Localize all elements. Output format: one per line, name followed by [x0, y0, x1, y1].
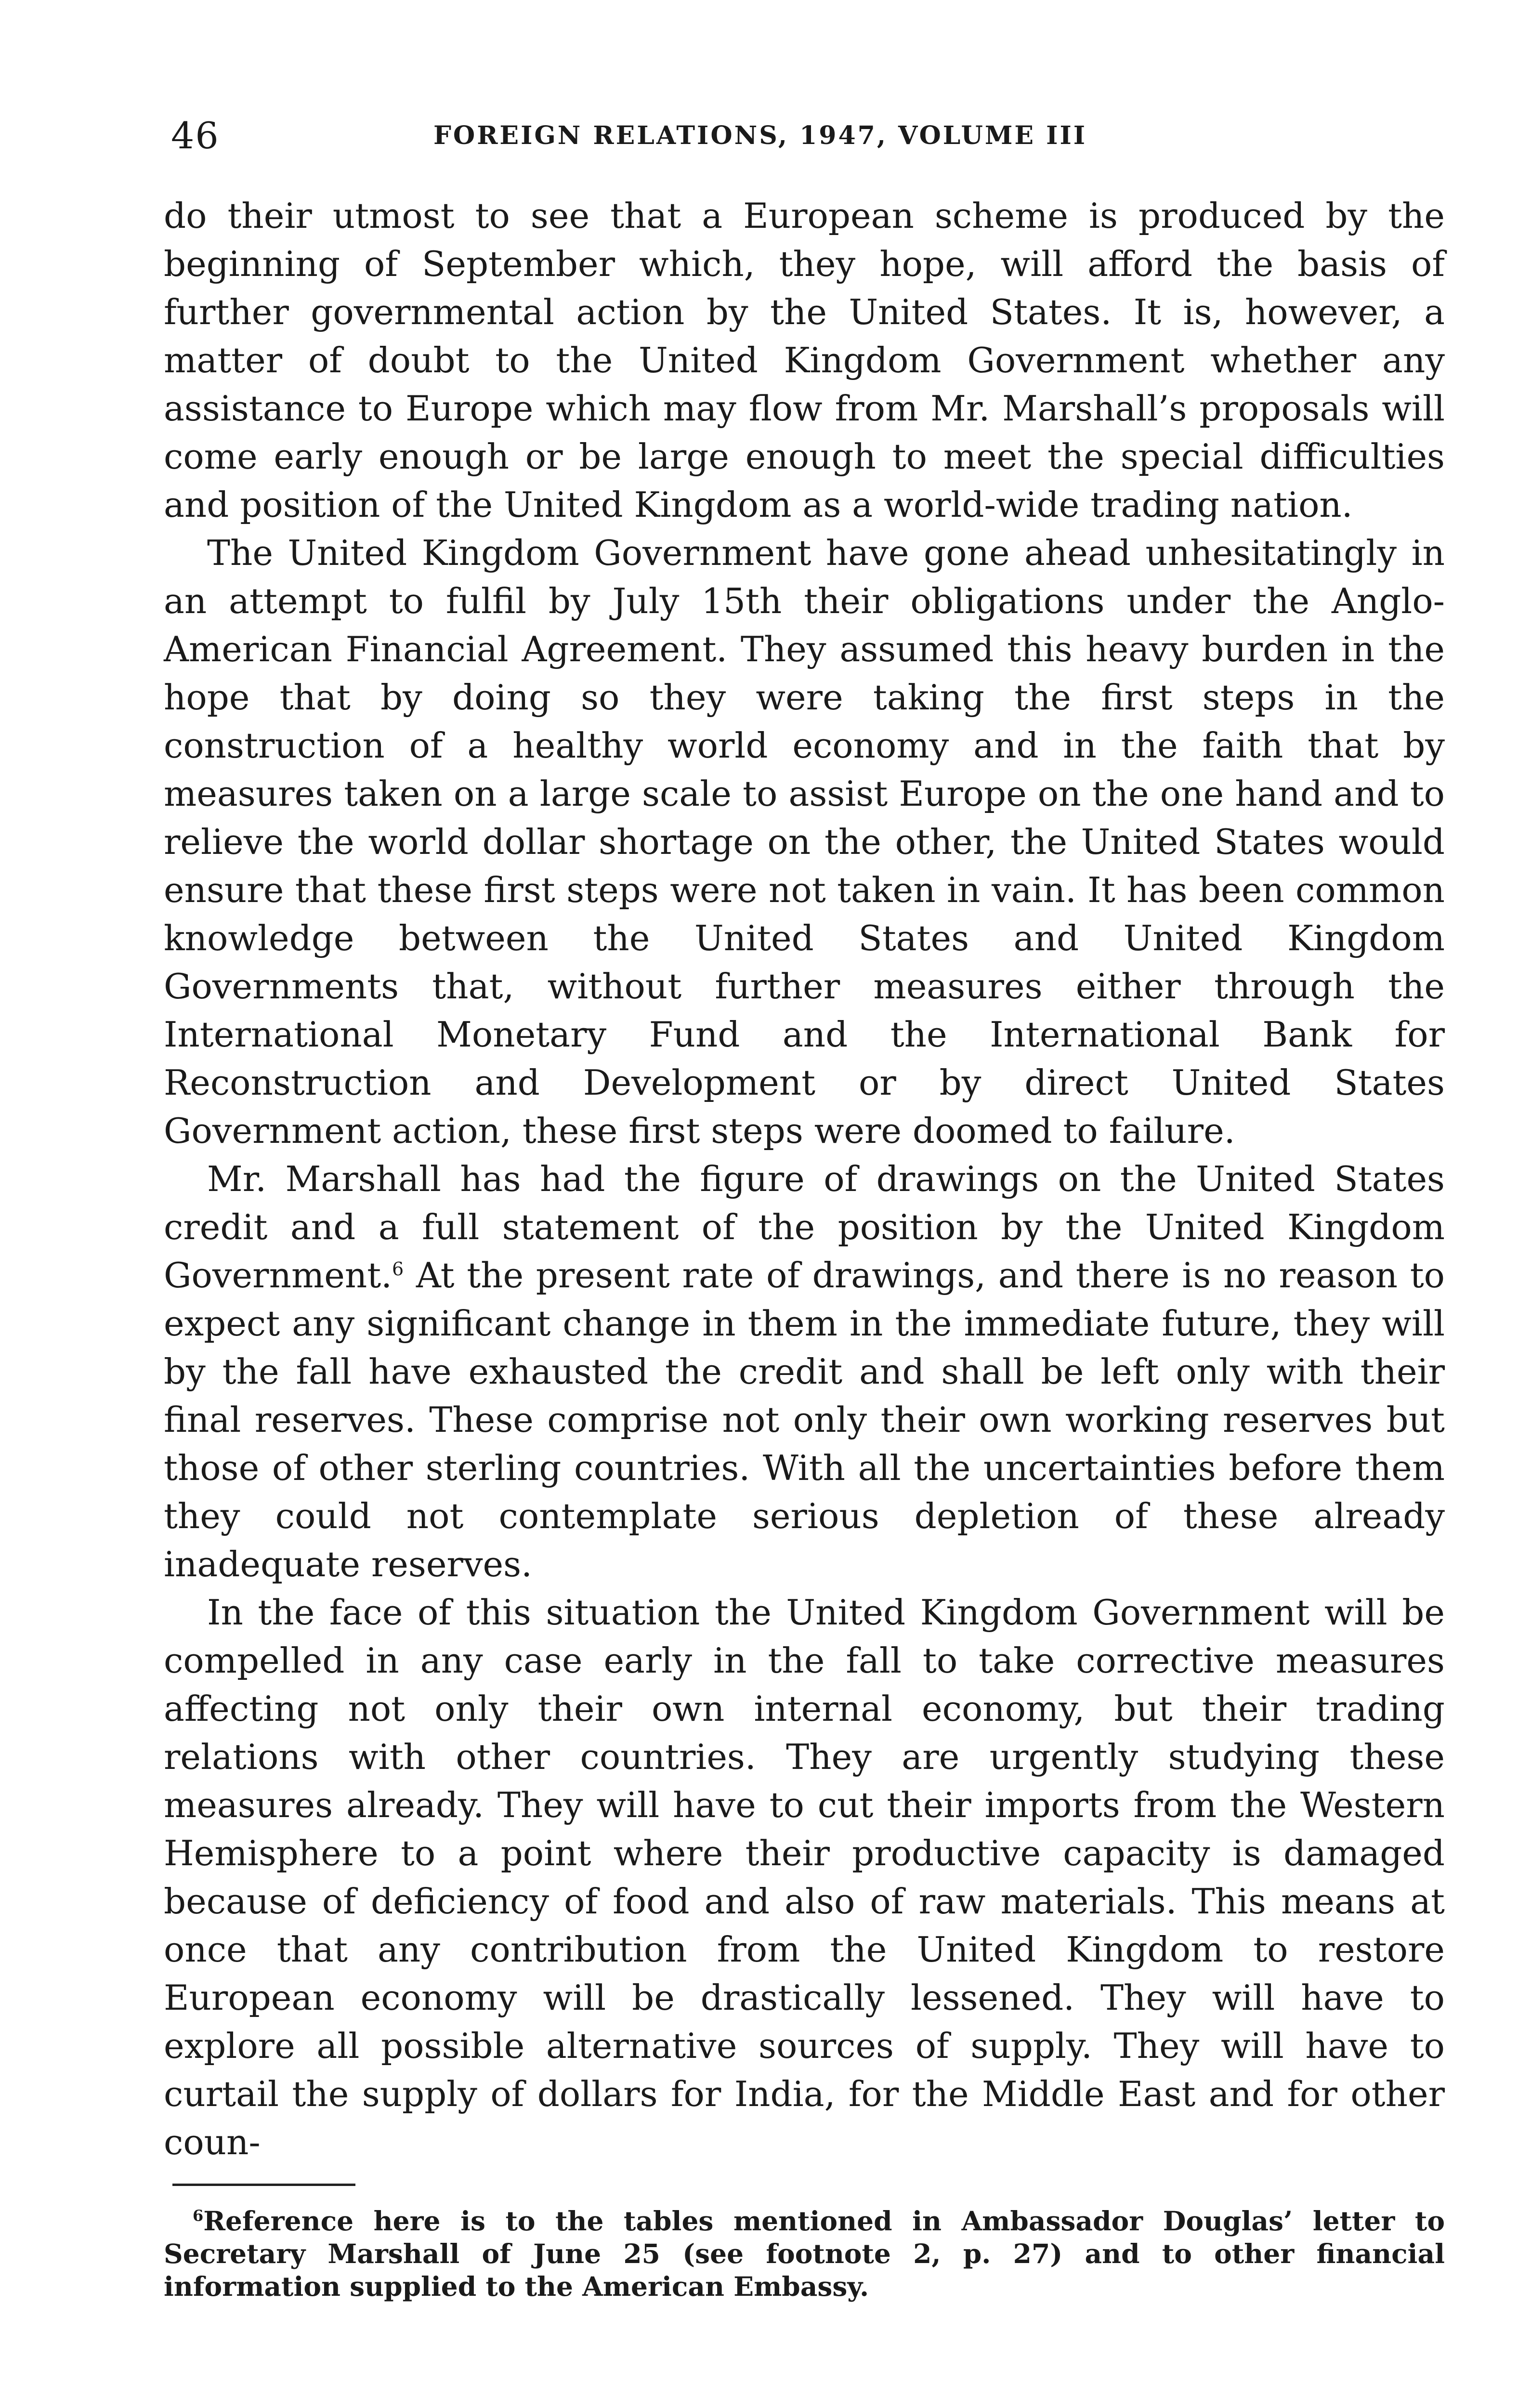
paragraph-2: The United Kingdom Government have gone ahead unhesitatingly in an attempt to fulfil by July 15th their obligations under the Anglo-American Financial Agreement. They assumed this heavy burden in the hope that by doing so they were taking the first steps in the construction of a healthy world economy and in the faith that by measures taken on a large scale to assist Europe on the one hand and to relieve the world dollar shortage on the other, the United States would ensure that these first steps were not taken in vain. It has been common knowledge between the United States and United Kingdom Governments that, without further measures either through the International Monetary Fund and the International Bank for Reconstruction and Development or by direct United States Government action, these first steps were doomed to failure. [164, 533, 1445, 1151]
page-header [171, 102, 1442, 170]
footnote-reference[interactable]: 6 [392, 1258, 404, 1280]
paragraph-1: do their utmost to see that a European scheme is produced by the beginning of September which, they hope, will afford the basis of further governmental action by the United States. It is, however, a matter of doubt to the United Kingdom Government whether any assistance to Europe which may flow from Mr. Marshall’s proposals will come early enough or be large enough to meet the special difficulties and position of the United Kingdom as a world-wide trading nation. [164, 196, 1445, 525]
footnote-divider [172, 2184, 355, 2186]
footnotes [164, 2205, 1445, 2303]
paragraph-3-before: Mr. Marshall has had the figure of drawings on the United States credit and a full statement of the position by the United Kingdom Government. [164, 1159, 1445, 1296]
body-text [164, 192, 1445, 2166]
footnote-marker: 6 [193, 2206, 204, 2225]
page-number: 46 [171, 114, 220, 157]
footnote-6 [164, 2205, 1445, 2303]
paragraph-4: In the face of this situation the United Kingdom Government will be compelled in any case early in the fall to take corrective measures affecting not only their own internal economy, but their trading relations with other countries. They are urgently studying these measures already. They will have to cut their imports from the Western Hemisphere to a point where their productive capacity is damaged because of deficiency of food and also of raw materials. This means at once that any contribution from the United Kingdom to restore European economy will be drastically lessened. They will have to explore all possible alternative sources of supply. They will have to curtail the supply of dollars for India, for the Middle East and for other coun- [164, 1592, 1445, 2162]
paragraph-3-after: At the present rate of drawings, and there is no reason to expect any significant change in them in the immediate future, they will by the fall have exhausted the credit and shall be left only with their final reserves. These comprise not only their own working reserves but those of other sterling countries. With all the uncertainties before them they could not contemplate serious depletion of these already inadequate reserves. [164, 1255, 1445, 1584]
footnote-text: Reference here is to the tables mentioned in Ambassador Douglas’ letter to Secretary Marshall of June 25 (see footnote 2, p. 27) and to other financial information supplied to the American Embassy. [164, 2205, 1445, 2302]
paragraph-3 [164, 1155, 1445, 1588]
running-head: FOREIGN RELATIONS, 1947, VOLUME III [433, 121, 1087, 150]
